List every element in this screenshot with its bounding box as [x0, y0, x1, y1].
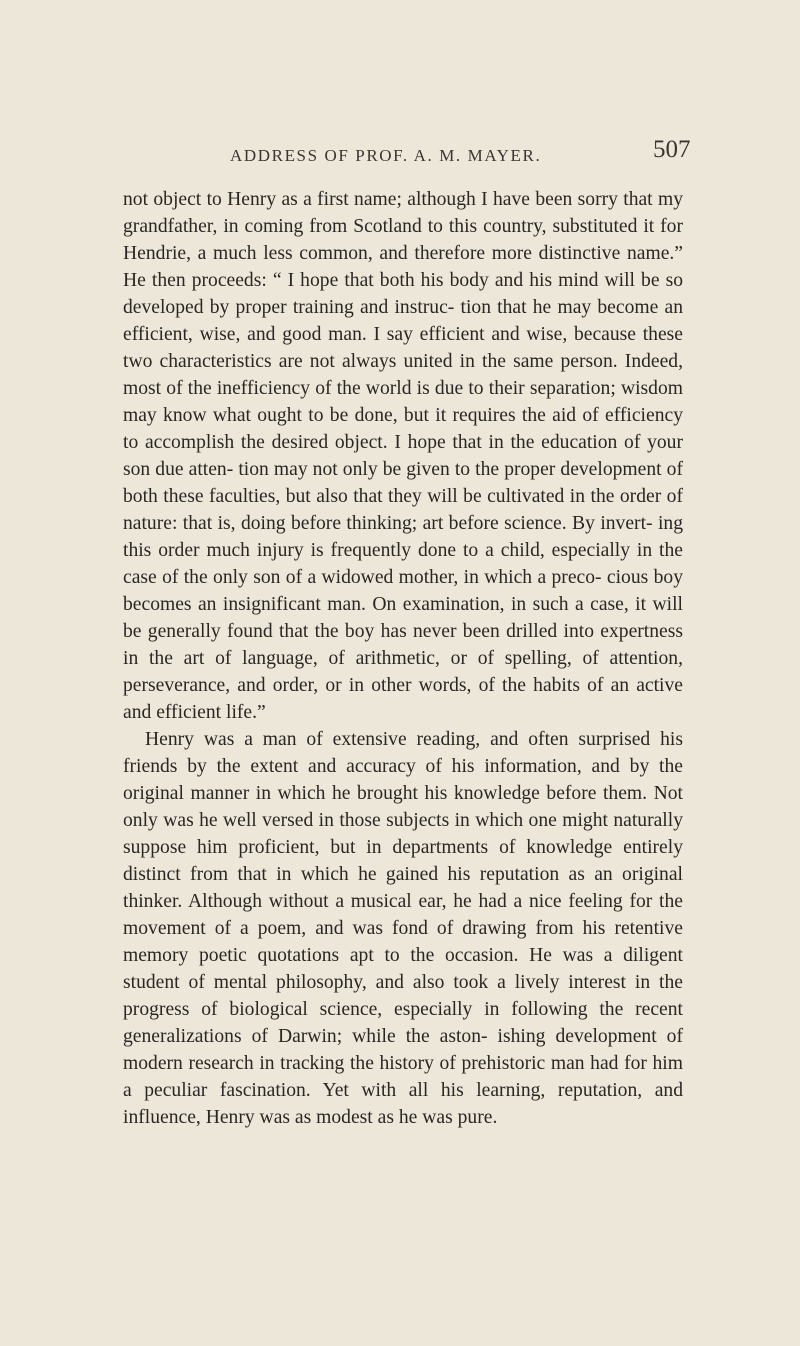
- paragraph-2: Henry was a man of extensive reading, and often surprised his friends by the extent and accuracy of his information, and by the original manner in which he brought his knowledge before them. Not only was he well versed in those subjects in which one might naturally suppose him proficient, but in departments of knowledge entirely distinct from that in which he gained his reputation as an original thinker. Although without a musical ear, he had a nice feeling for the movement of a poem, and was fond of drawing from his retentive memory poetic quotations apt to the occasion. He was a diligent student of mental philosophy, and also took a lively interest in the progress of biological science, especially in following the recent generalizations of Darwin; while the aston- ishing development of modern research in tracking the history of prehistoric man had for him a peculiar fascination. Yet with all his learning, reputation, and influence, Henry was as modest as he was pure.: [123, 729, 683, 1128]
- paragraph-1: not object to Henry as a first name; although I have been sorry that my grandfather, in coming from Scotland to this country, substituted it for Hendrie, a much less common, and therefore more distinctive name.” He then proceeds: “ I hope that both his body and his mind will be so developed by proper training and instruc- tion that he may become an efficient, wise, and good man. I say efficient and wise, because these two characteristics are not always united in the same person. Indeed, most of the inefficiency of the world is due to their separation; wisdom may know what ought to be done, but it requires the aid of efficiency to accomplish the desired object. I hope that in the education of your son due atten- tion may not only be given to the proper development of both these faculties, but also that they will be cultivated in the order of nature: that is, doing before thinking; art before science. By invert- ing this order much injury is frequently done to a child, especially in the case of the only son of a widowed mother, in which a preco- cious boy becomes an insignificant man. On examination, in such a case, it will be generally found that the boy has never been drilled into expertness in the art of language, of arithmetic, or of spelling, of attention, perseverance, and order, or in other words, of the habits of an active and efficient life.”: [123, 189, 683, 723]
- body-text: [123, 186, 683, 1131]
- page-number: 507: [653, 136, 691, 163]
- running-head: ADDRESS OF PROF. A. M. MAYER.: [230, 146, 542, 165]
